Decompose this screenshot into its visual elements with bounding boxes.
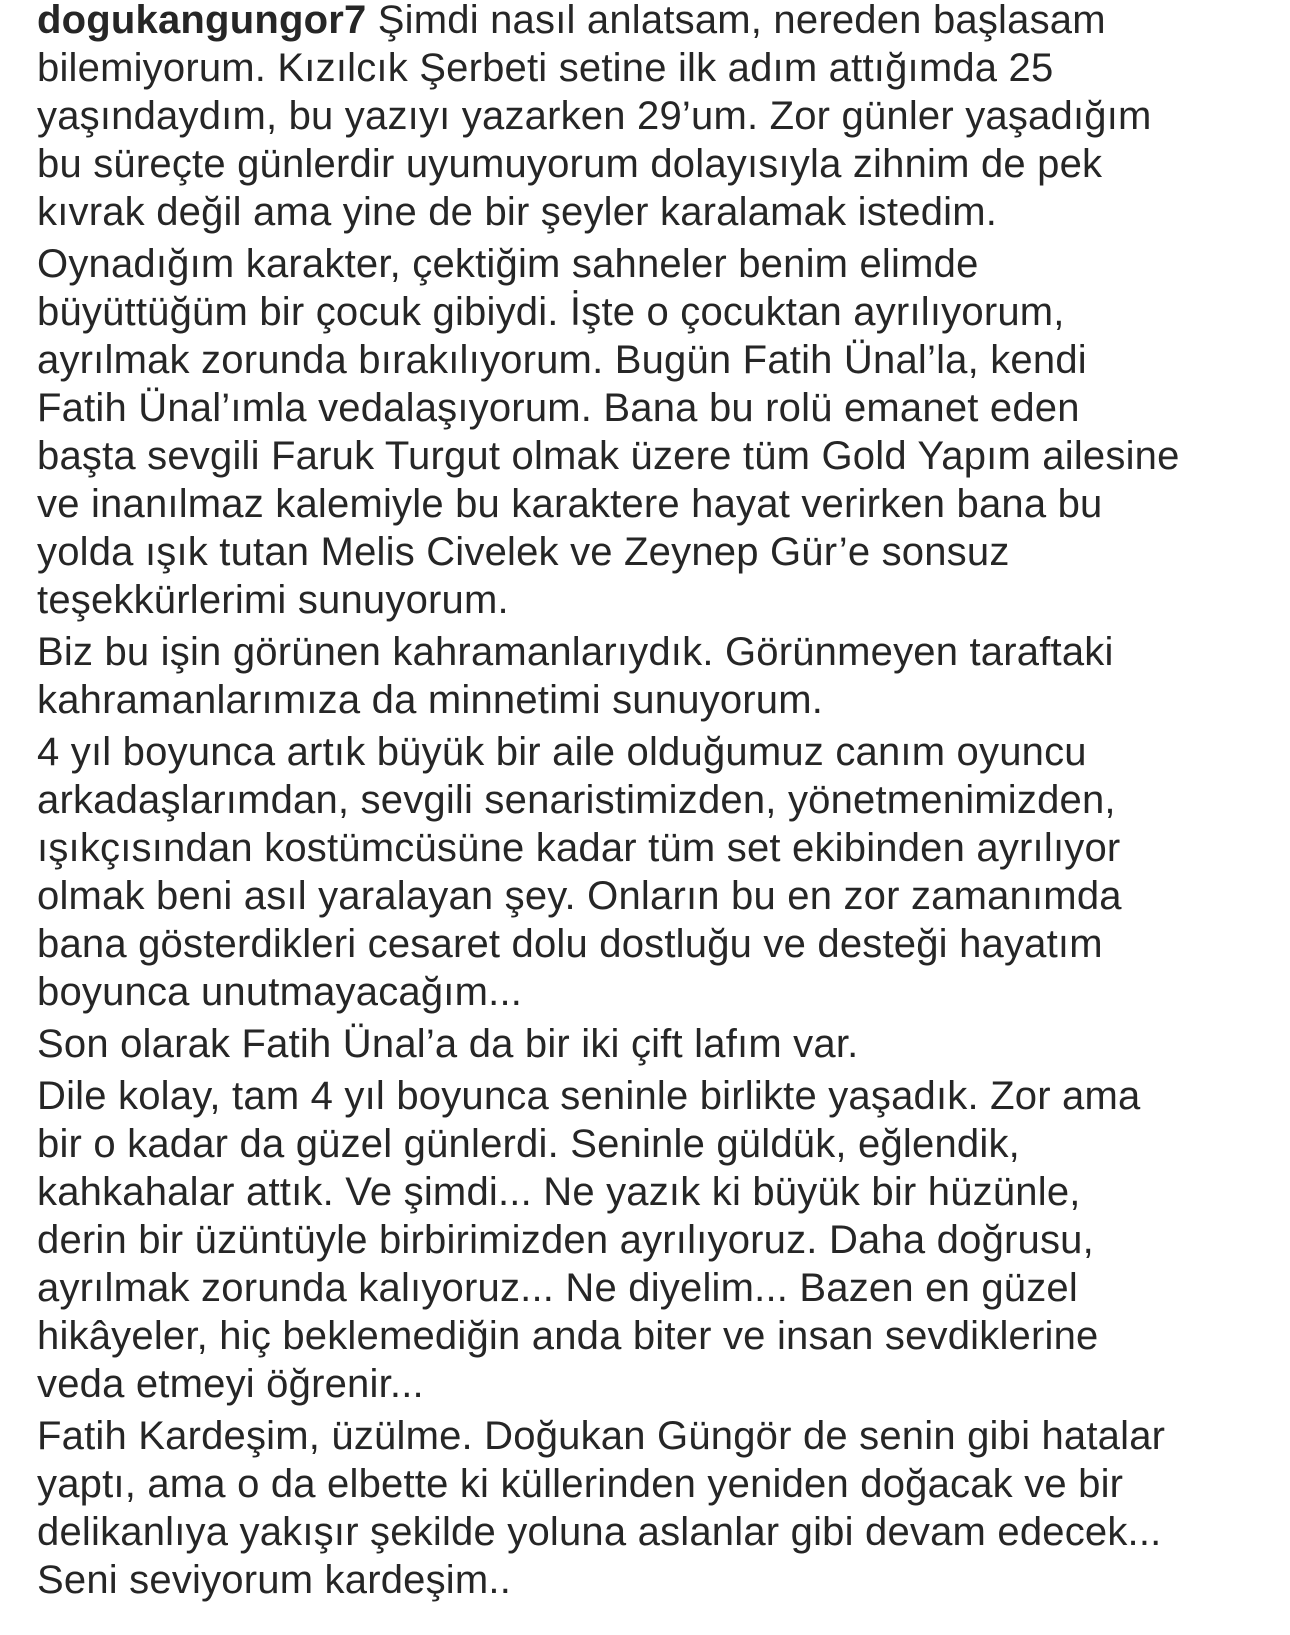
post-caption (37, 0, 1267, 1608)
caption-line: yaşındaydım, bu yazıyı yazarken 29’um. Zor günler yaşadığım (37, 94, 1152, 138)
caption-line: ışıkçısından kostümcüsüne kadar tüm set ekibinden ayrılıyor (37, 826, 1121, 870)
caption-line: 4 yıl boyunca artık büyük bir aile olduğumuz canım oyuncu (37, 730, 1087, 774)
caption-line: arkadaşlarımdan, sevgili senaristimizden, yönetmenimizden, (37, 778, 1116, 822)
caption-line: Dile kolay, tam 4 yıl boyunca seninle birlikte yaşadık. Zor ama (37, 1074, 1141, 1118)
caption-line: hikâyeler, hiç beklemediğin anda biter ve insan sevdiklerine (37, 1314, 1099, 1358)
caption-line: ayrılmak zorunda kalıyoruz... Ne diyelim... Bazen en güzel (37, 1266, 1078, 1310)
caption-line: dogukangungor7 Şimdi nasıl anlatsam, nereden başlasam (37, 0, 1106, 42)
caption-line: Fatih Ünal’ımla vedalaşıyorum. Bana bu rolü emanet eden (37, 386, 1080, 430)
caption-line: büyüttüğüm bir çocuk gibiydi. İşte o çocuktan ayrılıyorum, (37, 290, 1065, 334)
caption-line: bana gösterdikleri cesaret dolu dostluğu ve desteği hayatım (37, 922, 1103, 966)
caption-line: ayrılmak zorunda bırakılıyorum. Bugün Fatih Ünal’la, kendi (37, 338, 1087, 382)
caption-line: ve inanılmaz kalemiyle bu karaktere hayat verirken bana bu (37, 482, 1103, 526)
caption-line: bir o kadar da güzel günlerdi. Seninle güldük, eğlendik, (37, 1122, 1020, 1166)
caption-paragraph (37, 1020, 1267, 1068)
caption-line: başta sevgili Faruk Turgut olmak üzere tüm Gold Yapım ailesine (37, 434, 1180, 478)
caption-paragraph (37, 1412, 1267, 1604)
caption-line: Son olarak Fatih Ünal’a da bir iki çift lafım var. (37, 1022, 859, 1066)
caption-line: kıvrak değil ama yine de bir şeyler karalamak istedim. (37, 190, 998, 234)
caption-paragraph (37, 0, 1267, 236)
caption-line: yolda ışık tutan Melis Civelek ve Zeynep Gür’e sonsuz (37, 530, 1010, 574)
caption-line: veda etmeyi öğrenir... (37, 1362, 424, 1406)
caption-paragraph (37, 240, 1267, 624)
caption-line: olmak beni asıl yaralayan şey. Onların bu en zor zamanımda (37, 874, 1122, 918)
caption-line: Biz bu işin görünen kahramanlarıydık. Görünmeyen taraftaki (37, 630, 1114, 674)
caption-line: Seni seviyorum kardeşim.. (37, 1558, 512, 1602)
caption-paragraph (37, 628, 1267, 724)
caption-line: kahkahalar attık. Ve şimdi... Ne yazık ki büyük bir hüzünle, (37, 1170, 1081, 1214)
caption-paragraph (37, 728, 1267, 1016)
caption-line: yaptı, ama o da elbette ki küllerinden yeniden doğacak ve bir (37, 1462, 1124, 1506)
caption-line: kahramanlarımıza da minnetimi sunuyorum. (37, 678, 824, 722)
caption-line: bu süreçte günlerdir uyumuyorum dolayısıyla zihnim de pek (37, 142, 1103, 186)
caption-line: Fatih Kardeşim, üzülme. Doğukan Güngör de senin gibi hatalar (37, 1414, 1166, 1458)
caption-line: derin bir üzüntüyle birbirimizden ayrılıyoruz. Daha doğrusu, (37, 1218, 1094, 1262)
caption-paragraph (37, 1072, 1267, 1408)
caption-line: bilemiyorum. Kızılcık Şerbeti setine ilk adım attığımda 25 (37, 46, 1054, 90)
caption-line: Oynadığım karakter, çektiğim sahneler benim elimde (37, 242, 979, 286)
caption-line: delikanlıya yakışır şekilde yoluna aslanlar gibi devam edecek... (37, 1510, 1162, 1554)
caption-line: teşekkürlerimi sunuyorum. (37, 578, 509, 622)
username-link[interactable]: dogukangungor7 (37, 0, 367, 42)
caption-line: boyunca unutmayacağım... (37, 970, 523, 1014)
